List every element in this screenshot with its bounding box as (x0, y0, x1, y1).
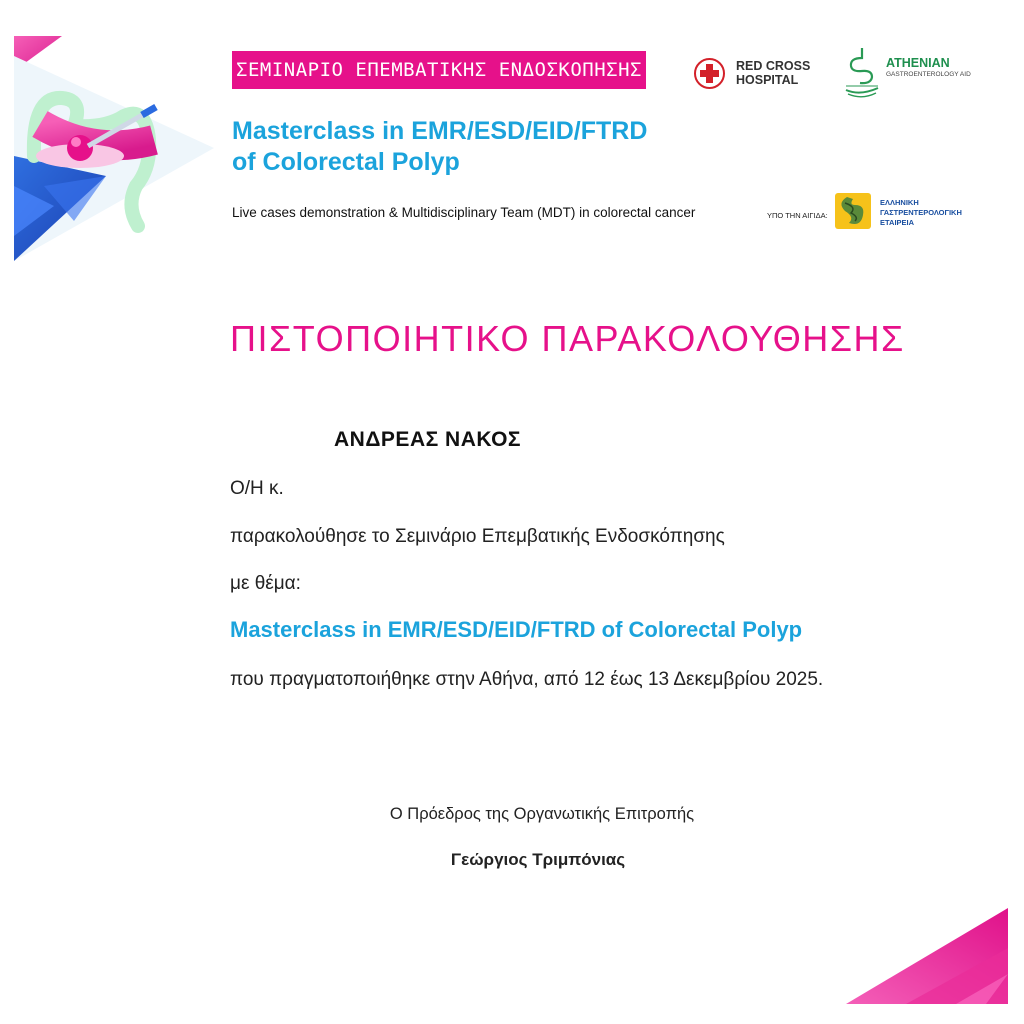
red-cross-hospital-name (736, 59, 810, 87)
recipient-name: ΑΝΔΡΕΑΣ ΝΑΚΟΣ (334, 428, 522, 451)
location-dates: που πραγματοποιήθηκε στην Αθήνα, από 12 έως 13 Δεκεμβρίου 2025. (230, 669, 824, 690)
hellenic-gastroenterology-society-icon (833, 189, 875, 231)
athenian-subtitle: GASTROENTEROLOGY AID (886, 71, 971, 78)
corner-triangle-decoration (846, 908, 1008, 1004)
event-subtitle: Live cases demonstration & Multidisciplinary Team (MDT) in colorectal cancer (232, 205, 696, 220)
ege-line1: ΕΛΛΗΝΙΚΗ (880, 198, 919, 207)
athenian-title: ATHENIAN (886, 56, 950, 70)
certificate-heading: ΠΙΣΤΟΠΟΙΗΤΙΚΟ ΠΑΡΑΚΟΛΟΥΘΗΣΗΣ (230, 318, 905, 359)
red-cross-hospital-logo (694, 58, 824, 94)
intestine-hand-icon (842, 46, 882, 100)
seminar-banner: ΣΕΜΙΝΑΡΙΟ ΕΠΕΜΒΑΤΙΚΗΣ ΕΝΔΟΣΚΟΠΗΣΗΣ (232, 51, 646, 89)
colon-endoscopy-illustration (14, 36, 214, 261)
red-cross-line1: RED CROSS (736, 59, 811, 73)
auspices-label: ΥΠΟ ΤΗΝ ΑΙΓΙΔΑ: (767, 211, 828, 220)
salutation: Ο/Η κ. (230, 478, 284, 499)
signatory-name: Γεώργιος Τριμπόνιας (450, 850, 626, 869)
attended-text: παρακολούθησε το Σεμινάριο Επεμβατικής Ενδοσκόπησης (230, 526, 725, 547)
ege-line3: ΕΤΑΙΡΕΙΑ (880, 218, 915, 227)
ege-line2: ΓΑΣΤΡΕΝΤΕΡΟΛΟΓΙΚΗ (880, 208, 962, 217)
masterclass-title (232, 116, 752, 178)
signatory-role: Ο Πρόεδρος της Οργανωτικής Επιτροπής (389, 805, 695, 823)
masterclass-title-line1: Masterclass in EMR/ESD/EID/FTRD (232, 117, 648, 145)
athenian-gastroenterology-logo (842, 46, 992, 100)
red-cross-line2: HOSPITAL (736, 73, 799, 87)
red-cross-icon (694, 58, 725, 89)
topic-label: με θέμα: (230, 573, 301, 594)
hellenic-gastroenterology-society-name (880, 198, 962, 228)
course-title: Masterclass in EMR/ESD/EID/FTRD of Colorectal Polyp (230, 617, 803, 642)
masterclass-title-line2: of Colorectal Polyp (232, 148, 460, 176)
